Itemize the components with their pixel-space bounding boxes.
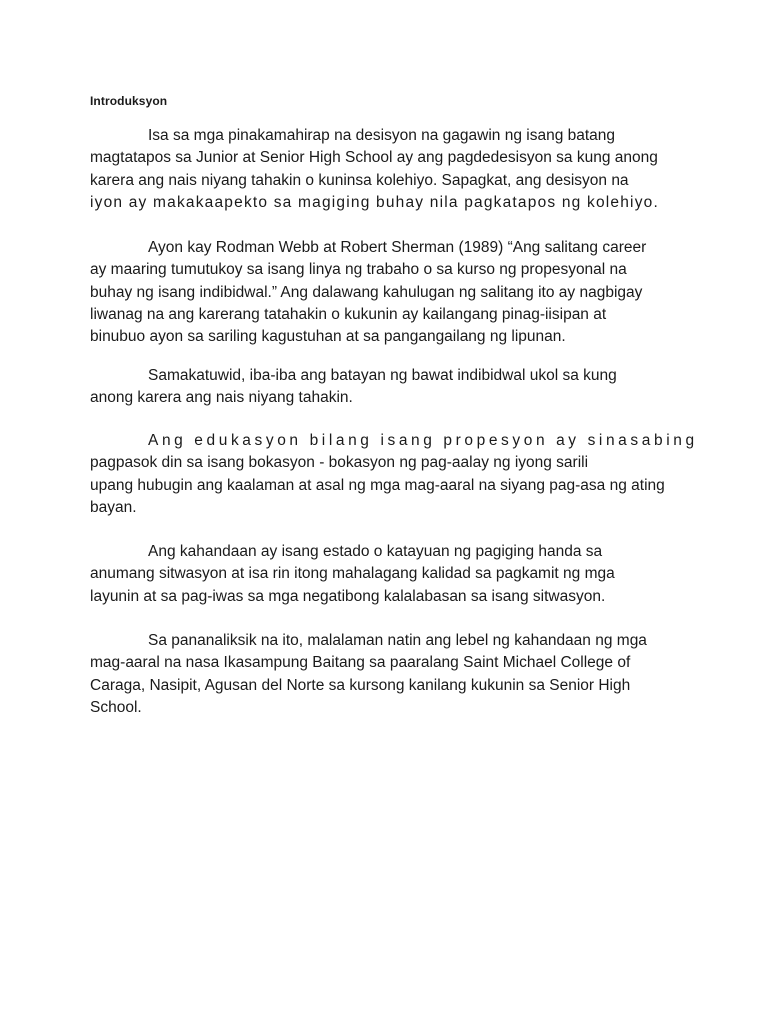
paragraph-3 <box>90 365 690 410</box>
paragraph-line: Isa sa mga pinakamahirap na desisyon na gagawin ng isang batang <box>148 127 616 144</box>
paragraph-line: bayan. <box>90 498 137 516</box>
paragraph-line: ay maaring tumutukoy sa isang linya ng trabaho o sa kurso ng propesyonal na <box>90 261 627 279</box>
paragraph-5 <box>90 541 690 608</box>
paragraph-line: Ayon kay Rodman Webb at Robert Sherman (1989) “Ang salitang career <box>148 239 647 256</box>
paragraph-6 <box>90 630 690 719</box>
paragraph-1 <box>90 125 690 214</box>
paragraph-line: anong karera ang nais niyang tahakin. <box>90 389 353 407</box>
paragraph-line: School. <box>90 698 142 716</box>
paragraph-line: upang hubugin ang kaalaman at asal ng mga mag-aaral na siyang pag-asa ng ating <box>90 476 665 494</box>
paragraph-line: Caraga, Nasipit, Agusan del Norte sa kursong kanilang kukunin sa Senior High <box>90 676 631 694</box>
paragraph-line: layunin at sa pag-iwas sa mga negatibong kalalabasan sa isang sitwasyon. <box>90 587 606 605</box>
paragraph-4 <box>90 430 698 519</box>
paragraph-line: karera ang nais niyang tahakin o kuninsa kolehiyo. Sapagkat, ang desisyon na <box>90 171 629 189</box>
paragraph-line: pagpasok din sa isang bokasyon - bokasyon ng pag-aalay ng iyong sarili <box>90 454 589 472</box>
paragraph-line: binubuo ayon sa sariling kagustuhan at sa pangangailang ng lipunan. <box>90 328 566 346</box>
paragraph-line: liwanag na ang karerang tatahakin o kukunin ay kailangang pinag-iisipan at <box>90 305 607 323</box>
paragraph-line: buhay ng isang indibidwal.” Ang dalawang kahulugan ng salitang ito ay nagbigay <box>90 283 643 301</box>
paragraph-2 <box>90 237 690 348</box>
paragraph-line: Ang kahandaan ay isang estado o katayuan ng pagiging handa sa <box>148 543 603 560</box>
paragraph-line: anumang sitwasyon at isa rin itong mahalagang kalidad sa pagkamit ng mga <box>90 565 615 583</box>
paragraph-line: Ang edukasyon bilang isang propesyon ay sinasabing <box>148 432 698 449</box>
document-heading: Introduksyon <box>90 94 168 108</box>
paragraph-line: Samakatuwid, iba-iba ang batayan ng bawat indibidwal ukol sa kung <box>148 367 617 384</box>
paragraph-line: Sa pananaliksik na ito, malalaman natin ang lebel ng kahandaan ng mga <box>148 632 647 649</box>
paragraph-line: mag-aaral na nasa Ikasampung Baitang sa paaralang Saint Michael College of <box>90 654 631 672</box>
paragraph-line: magtatapos sa Junior at Senior High School ay ang pagdedesisyon sa kung anong <box>90 149 658 167</box>
paragraph-line: iyon ay makakaapekto sa magiging buhay nila pagkatapos ng kolehiyo. <box>90 193 659 211</box>
